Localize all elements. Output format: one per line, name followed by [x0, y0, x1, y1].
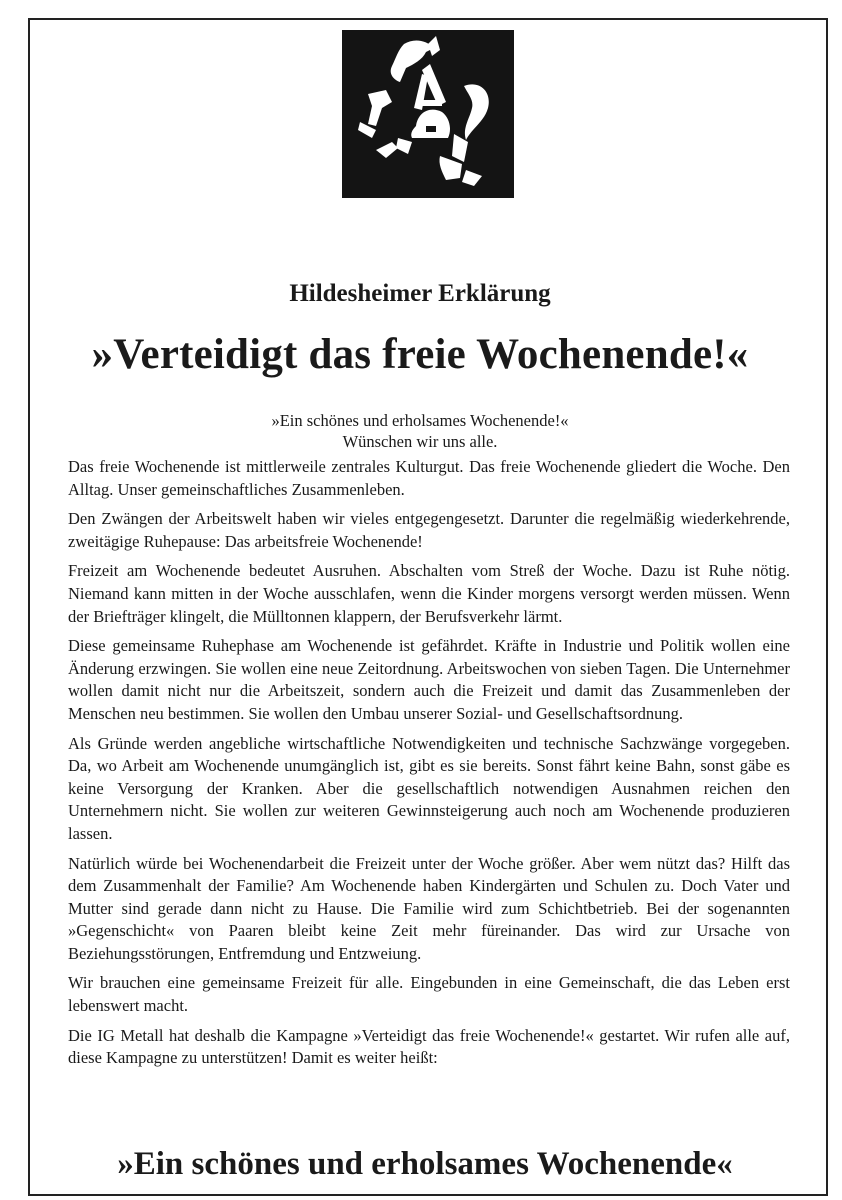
paragraph: Das freie Wochenende ist mittlerweile zentrales Kulturgut. Das freie Wochenende gliedert die Woche. Den Alltag. Unser gemeinschaftliches Zusammenleben. — [68, 457, 790, 499]
paragraph: Natürlich würde bei Wochenendarbeit die Freizeit unter der Woche größer. Aber wem nützt das? Hilft das dem Zusammenhalt der Familie? Am Wochenende haben Kindergärten und Schulen zu. Doch Vater und Mutter sind gerade dann nicht zu Hause. Die Familie wird zum Schichtbetrieb. Bei der sogenannten »Gegenschicht« von Paaren bleibt keine Zeit mehr füreinander. Das wird zur Ursache von Beziehungsstörungen, Entfremdung und Entzweiung. — [68, 853, 790, 963]
intro-line: Wünschen wir uns alle. — [342, 432, 498, 451]
intro-quote: »Ein schönes und erholsames Wochenende!« — [271, 411, 569, 430]
paragraph: Diese gemeinsame Ruhephase am Wochenende ist gefährdet. Kräfte in Industrie und Politik wollen eine Änderung erzwingen. Sie wollen eine neue Zeitordnung. Arbeitswochen von sieben Tagen. Die Unternehmer wollen damit nicht nur die Arbeitszeit, sondern auch die Freizeit und damit das Zusammenleben der Menschen neu bestimmen. Sie wollen den Umbau unserer Sozial- und Gesellschaftsordnung. — [68, 636, 790, 723]
closing-slogan: »Ein schönes und erholsames Wochenende« — [117, 1146, 733, 1182]
st-george-dragon-icon — [342, 30, 514, 198]
document-title: »Verteidigt das freie Wochenende!« — [91, 331, 749, 378]
paragraph: Wir brauchen eine gemeinsame Freizeit für alle. Eingebunden in eine Gemeinschaft, die das Leben erst lebenswert macht. — [68, 973, 790, 1016]
paragraph: Freizeit am Wochenende bedeutet Ausruhen. Abschalten vom Streß der Woche. Dazu ist Ruhe nötig. Niemand kann mitten in der Woche ausschlafen, wenn die Kinder morgens versorgt werden müssen. Wenn der Briefträger klingelt, die Mülltonnen klappern, der Berufsverkehr lärmt. — [68, 561, 790, 626]
body-text — [68, 456, 790, 1077]
paragraph: Die IG Metall hat deshalb die Kampagne »Verteidigt das freie Wochenende!« gestartet. Wir rufen alle auf, diese Kampagne zu unterstützen! Damit es weiter heißt: — [68, 1025, 790, 1068]
intro-block — [40, 410, 800, 452]
paragraph: Den Zwängen der Arbeitswelt haben wir vieles entgegengesetzt. Darunter die regelmäßig wiederkehrende, zweitägige Ruhepause: Das arbeitsfreie Wochenende! — [68, 509, 790, 551]
document-subtitle: Hildesheimer Erklärung — [289, 280, 551, 307]
paragraph: Als Gründe werden angebliche wirtschaftliche Notwendigkeiten und technische Sachzwänge vorgegeben. Da, wo Arbeit am Wochenende unumgänglich ist, gibt es sie bereits. Sonst fährt keine Bahn, sonst gäbe es keine Versorgung der Kranken. Aber die gesellschaftlich notwendigen Ausnahmen reichen den Unternehmern nicht. Sie wollen zur weiteren Gewinnsteigerung auch noch am Wochenende produzieren lassen. — [68, 733, 790, 843]
